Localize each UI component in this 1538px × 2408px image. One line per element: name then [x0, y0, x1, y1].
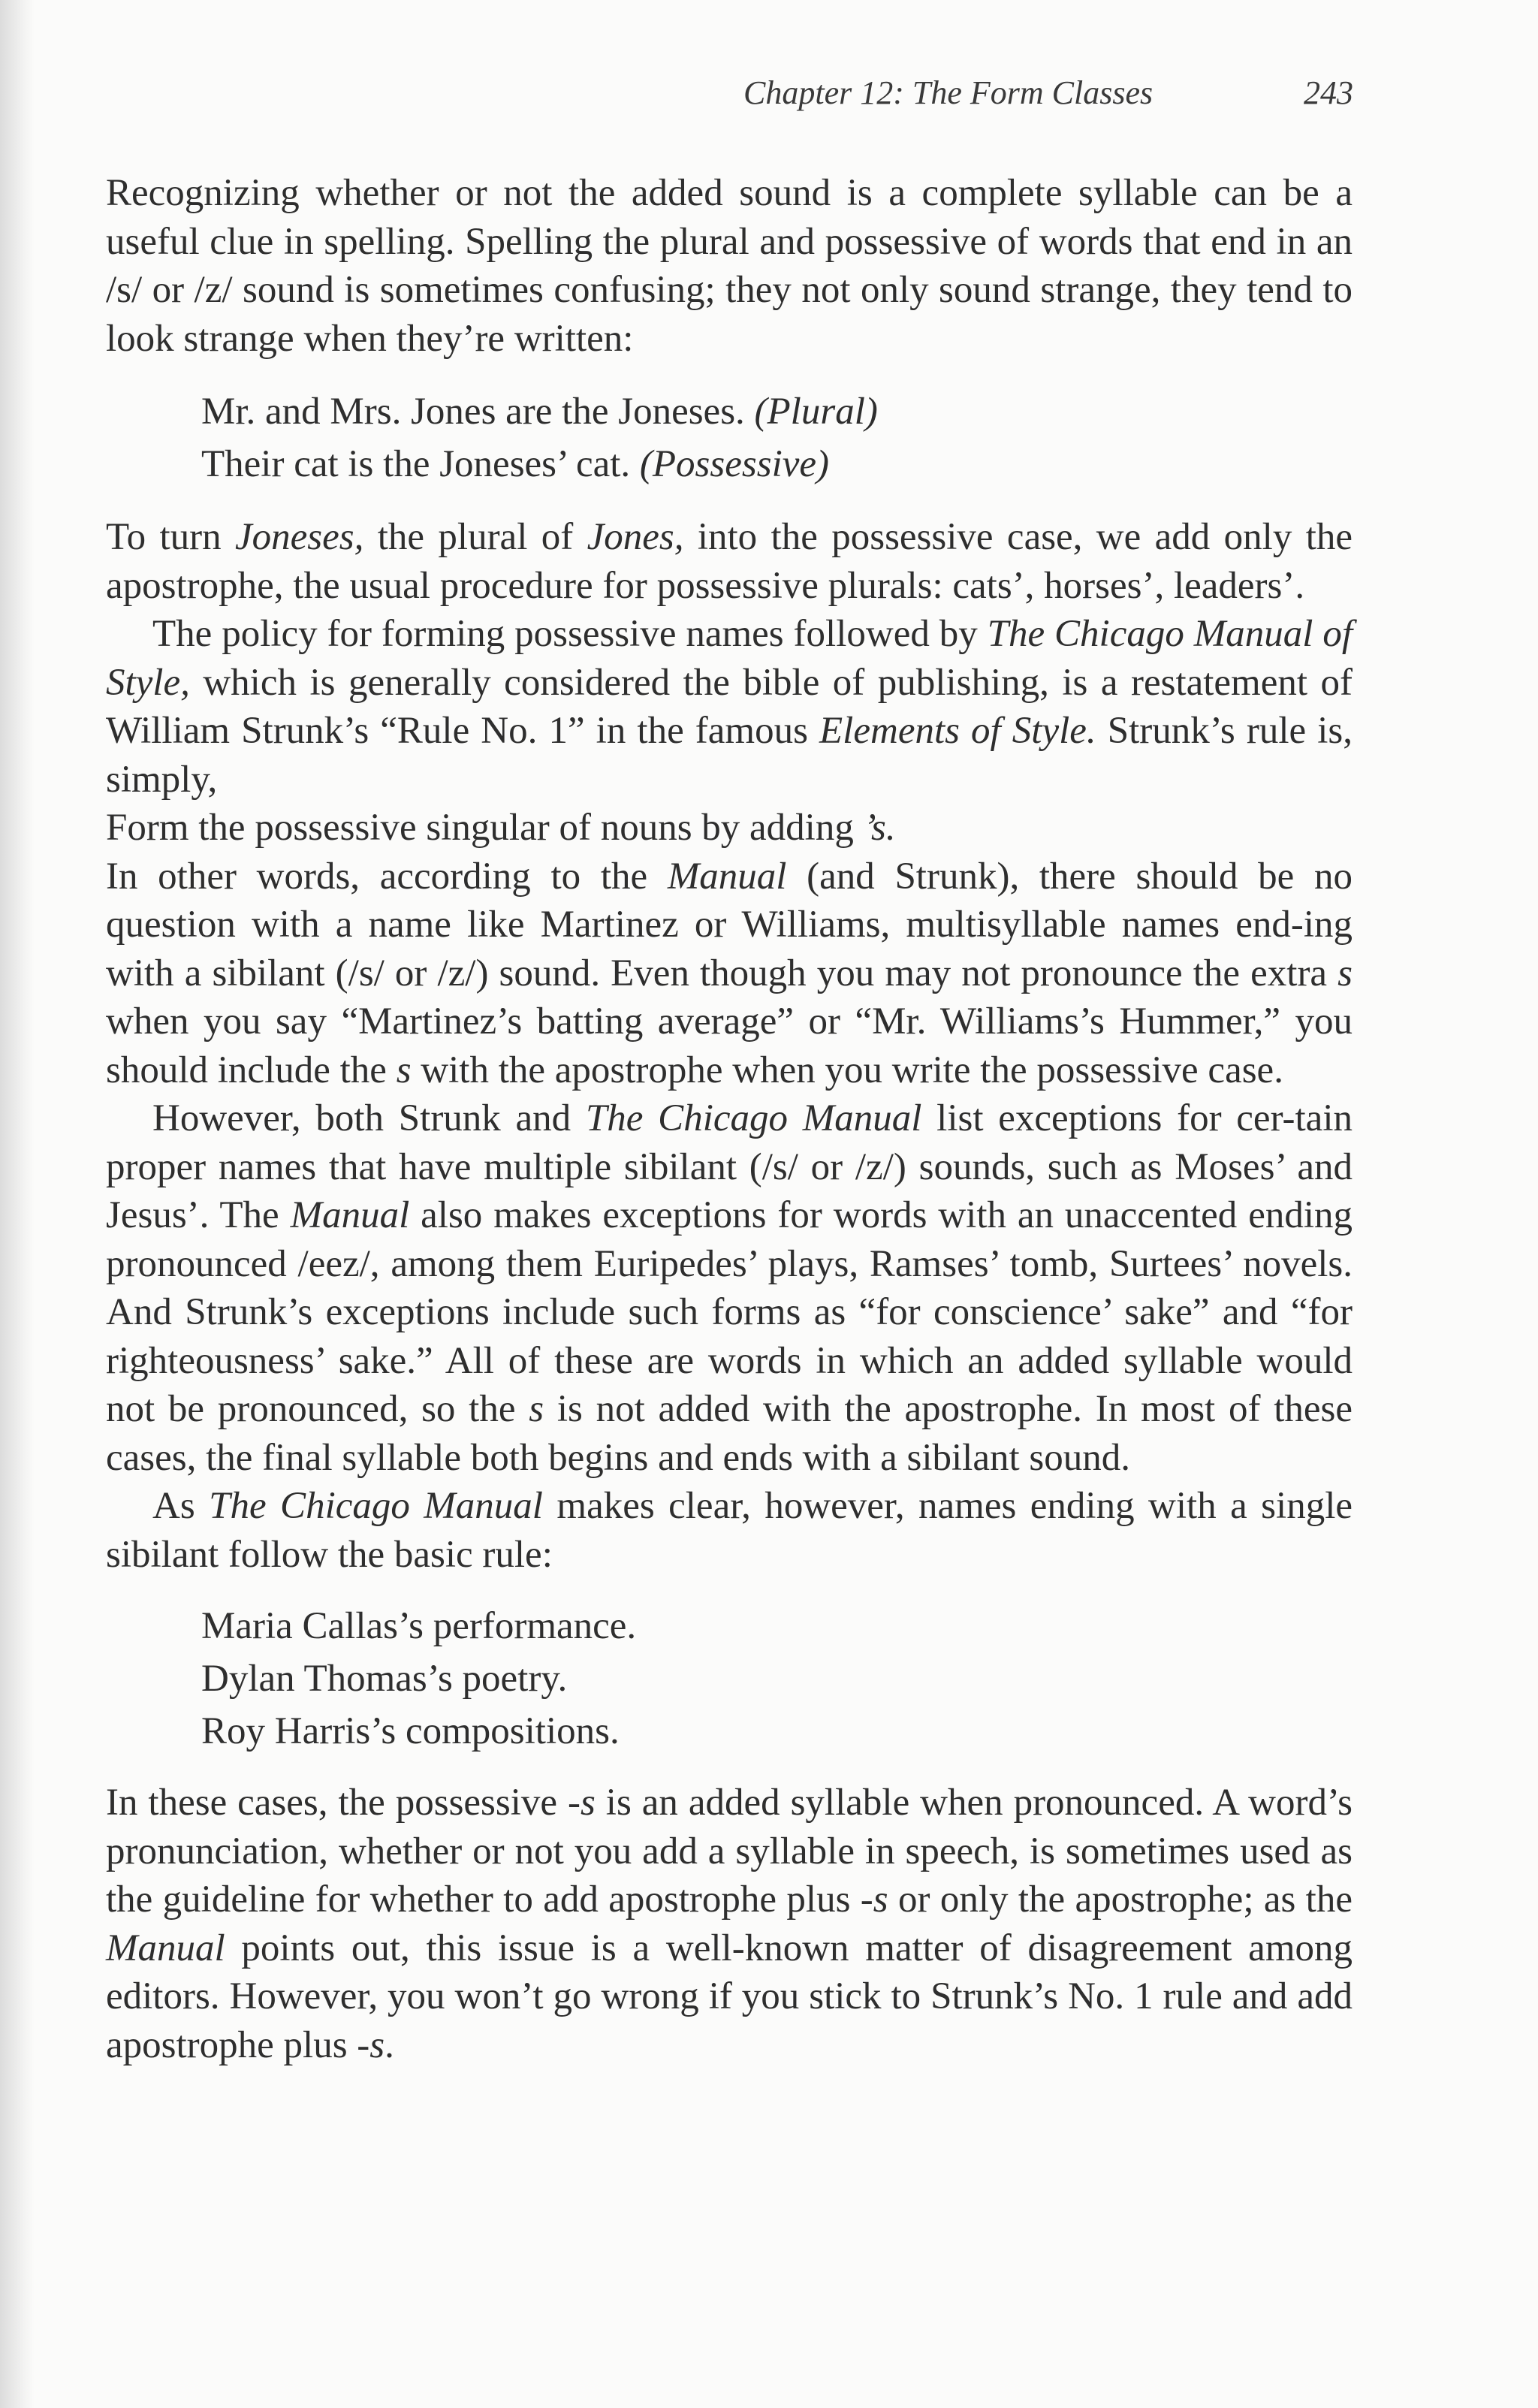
chapter-title: Chapter 12: The Form Classes [743, 74, 1154, 111]
text-run: which is generally considered the bible of publishing, is a restatement of William Strunk’s “Rule No. 1” in the famous [106, 661, 1353, 752]
paragraph-3 [106, 610, 1353, 804]
italic-run: -s [860, 1878, 888, 1921]
paragraph-2 [106, 513, 1353, 610]
italic-run: Manual [290, 1194, 410, 1236]
example-line [201, 385, 1353, 438]
example-block-names [201, 1600, 1353, 1758]
paragraph-6 [106, 1482, 1353, 1579]
paragraph-7 [106, 1779, 1353, 2069]
text-run: . [384, 2023, 394, 2066]
text-run: also makes exceptions for words with an unaccented ending pronounced /eez/, among them Euripedes’ plays, Ramses’ tomb, Surtees’ novels. And Strunk’s exceptions include such forms as “for conscience’ sake” and “for righteousness’ sake.” All of these are words in which an added syllable would not be pronounced, so the [106, 1194, 1353, 1430]
example-tag: (Possessive) [639, 443, 830, 485]
italic-run: The Chicago Manual [585, 1097, 922, 1139]
text-run: or only the apostrophe; as the [888, 1878, 1353, 1921]
paragraph-4 [106, 852, 1353, 1095]
example-block-joneses [201, 385, 1353, 490]
italic-run: -s [568, 1782, 596, 1824]
paragraph-5 [106, 1094, 1353, 1482]
italic-run: ’s. [863, 807, 896, 849]
italic-run: Manual [667, 855, 787, 898]
text-run: Strunk’s rule is, simply, [106, 710, 1353, 801]
text-run: Form the possessive singular of nouns by adding [106, 807, 864, 849]
italic-run: The Chicago Manual of Style, [106, 613, 1353, 704]
example-line: Dylan Thomas’s poetry. [201, 1658, 568, 1700]
text-run: However, both Strunk and [152, 1097, 586, 1139]
paragraph-1: Recognizing whether or not the added sound is a complete syllable can be a useful clue in spelling. Spelling the plural and possessive of words that end in an /s/ or /z/ sound is sometimes confusing; they not only sound strange, they tend to look strange when they’re written: [106, 172, 1353, 360]
text-run: with the apostrophe when you write the possessive case. [411, 1049, 1283, 1091]
text-run: (and Strunk), there should be no question with a name like Martinez or Williams, multisyllable names end-ing with a sibilant (/s/ or /z/) sound. Even though you may not pronounce the extra [106, 855, 1353, 994]
example-tag: (Plural) [754, 391, 878, 433]
italic-run: Manual [106, 1927, 225, 1969]
text-run: To turn [106, 516, 235, 558]
text-run: The policy for forming possessive names followed by [152, 613, 988, 655]
text-run: makes clear, however, names ending with a single sibilant follow the basic rule: [106, 1485, 1353, 1576]
italic-run: -s [357, 2023, 385, 2066]
text-run: when you say “Martinez’s batting average” or “Mr. Williams’s Hummer,” you should include the [106, 1000, 1353, 1091]
page-number: 243 [1304, 74, 1353, 111]
text-run: In other words, according to the [106, 855, 668, 898]
example-text: Their cat is the Joneses’ cat. [201, 443, 640, 485]
text-run: into the possessive case, we add only the apostrophe, the usual procedure for possessive plurals: cats’, horses’, leaders’. [106, 516, 1353, 607]
running-head [743, 74, 1353, 122]
italic-run: s [529, 1388, 544, 1430]
italic-run: Jones, [587, 516, 684, 558]
italic-run: Elements of Style. [819, 710, 1096, 752]
example-line: Maria Callas’s performance. [201, 1605, 637, 1647]
text-run: points out, this issue is a well-known matter of disagreement among editors. However, you won’t go wrong if you stick to Strunk’s No. 1 rule and add apostrophe plus [106, 1927, 1353, 2066]
page-body [106, 169, 1353, 2069]
example-text: Mr. and Mrs. Jones are the Joneses. [201, 391, 755, 433]
text-run: In these cases, the possessive [106, 1782, 568, 1824]
text-run: is not added with the apostrophe. In most of these cases, the final syllable both begins and ends with a sibilant sound. [106, 1388, 1353, 1479]
text-run: As [152, 1485, 210, 1527]
text-run: list exceptions for cer-tain proper names that have multiple sibilant (/s/ or /z/) sounds, such as Moses’ and Jesus’. The [106, 1097, 1353, 1236]
italic-run: s [396, 1049, 412, 1091]
text-run: the plural of [363, 516, 587, 558]
text-run: is an added syllable when pronounced. A word’s pronunciation, whether or not you add a syllable in speech, is sometimes used as the guideline for whether to add apostrophe plus [106, 1782, 1353, 1921]
italic-run: s [1337, 952, 1353, 994]
italic-run: The Chicago Manual [209, 1485, 543, 1527]
binding-gutter-shadow [0, 0, 35, 2408]
example-line: Roy Harris’s compositions. [201, 1710, 620, 1752]
italic-run: Joneses, [235, 516, 364, 558]
example-line [201, 438, 1353, 490]
block-quote-strunk-rule [106, 804, 1353, 852]
